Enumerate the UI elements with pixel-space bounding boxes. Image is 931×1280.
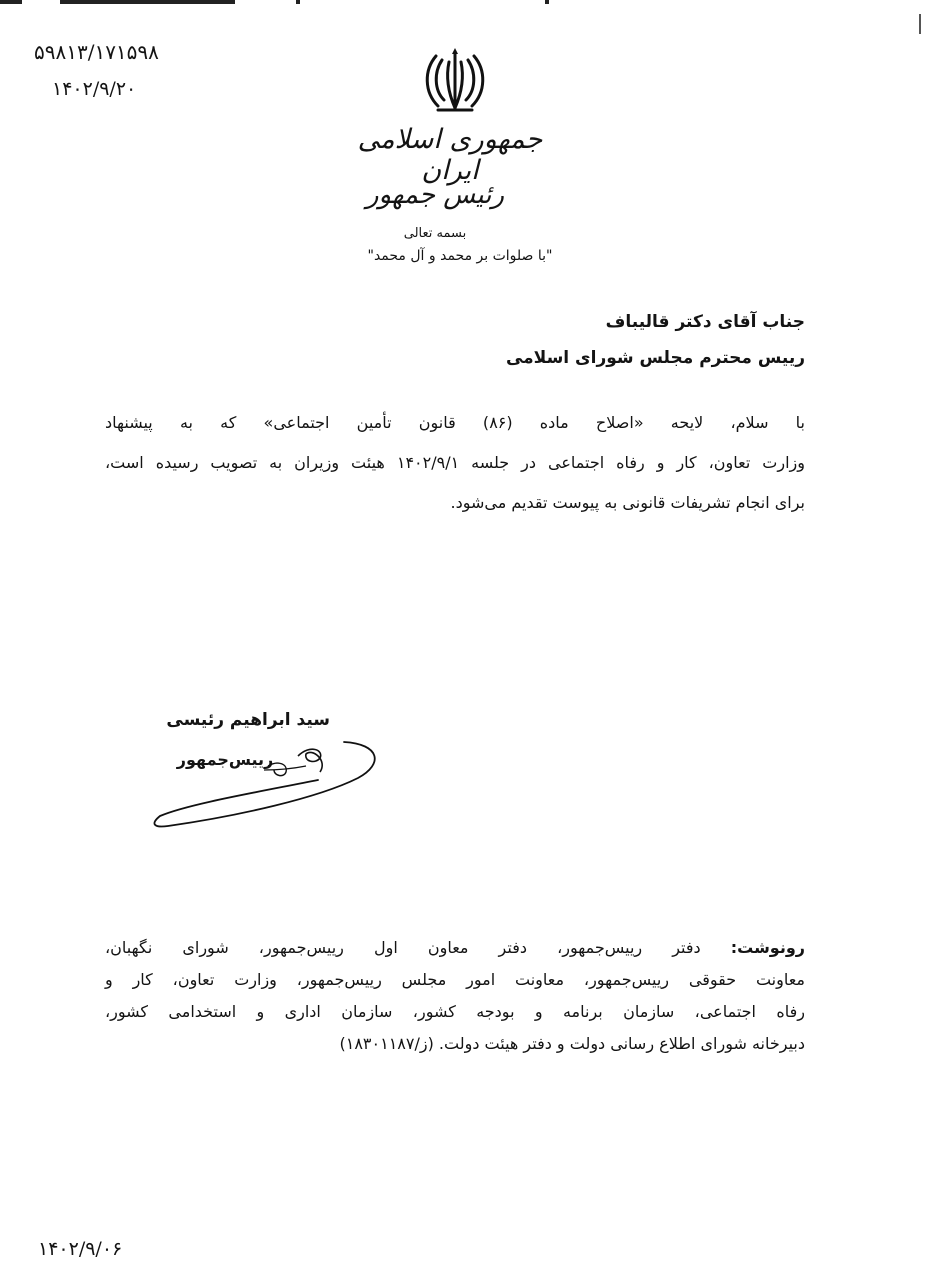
handwritten-signature: [148, 720, 388, 840]
recipient-name: جناب آقای دکتر قالیباف: [605, 312, 805, 332]
iran-emblem-icon: [422, 46, 488, 118]
body-line: برای انجام تشریفات قانونی به پیوست تقدیم می‌شود.: [450, 493, 805, 512]
letterhead-country: جمهوری اسلامی ایران: [357, 124, 543, 186]
recipient-title: رییس محترم مجلس شورای اسلامی: [505, 348, 805, 368]
cc-line: رفاه اجتماعی، سازمان برنامه و بودجه کشور، سازمان اداری و استخدامی کشور،: [105, 1002, 805, 1021]
cc-line: معاونت حقوقی رییس‌جمهور، معاونت امور مجلس رییس‌جمهور، وزارت تعاون، کار و: [105, 970, 805, 989]
signer-title: رییس‌جمهور: [176, 750, 274, 769]
carbon-copy: [105, 934, 805, 1062]
body-line: وزارت تعاون، کار و رفاه اجتماعی در جلسه ۱۴۰۲/۹/۱ هیئت وزیران به تصویب رسیده است،: [105, 453, 805, 472]
cc-line-text: دفتر رییس‌جمهور، دفتر معاون اول رییس‌جمهور، شورای نگهبان،: [105, 938, 701, 957]
body-line: با سلام، لایحه «اصلاح ماده (۸۶) قانون تأمین اجتماعی» که به پیشنهاد: [105, 413, 806, 432]
letterhead-office: رئیس جمهور: [365, 180, 505, 210]
cc-line: دبیرخانه شورای اطلاع رسانی دولت و دفتر هیئت دولت. (ز/۱۸۳۰۱۱۸۷): [339, 1034, 805, 1053]
invocation: بسمه تعالی: [403, 226, 467, 241]
receipt-date: ۱۴۰۲/۹/۰۶: [38, 1238, 123, 1260]
scan-edge-mark: [919, 14, 931, 34]
signer-name: سید ابراهیم رئیسی: [166, 710, 330, 730]
letter-number: ۵۹۸۱۳/۱۷۱۵۹۸: [34, 40, 159, 64]
letter-date: ۱۴۰۲/۹/۲۰: [52, 78, 137, 100]
cc-line: [105, 934, 805, 966]
letter-body: [105, 406, 805, 526]
top-scan-edge: [0, 0, 931, 8]
salawat: "با صلوات بر محمد و آل محمد": [367, 248, 553, 264]
cc-label: رونوشت:: [730, 938, 805, 957]
